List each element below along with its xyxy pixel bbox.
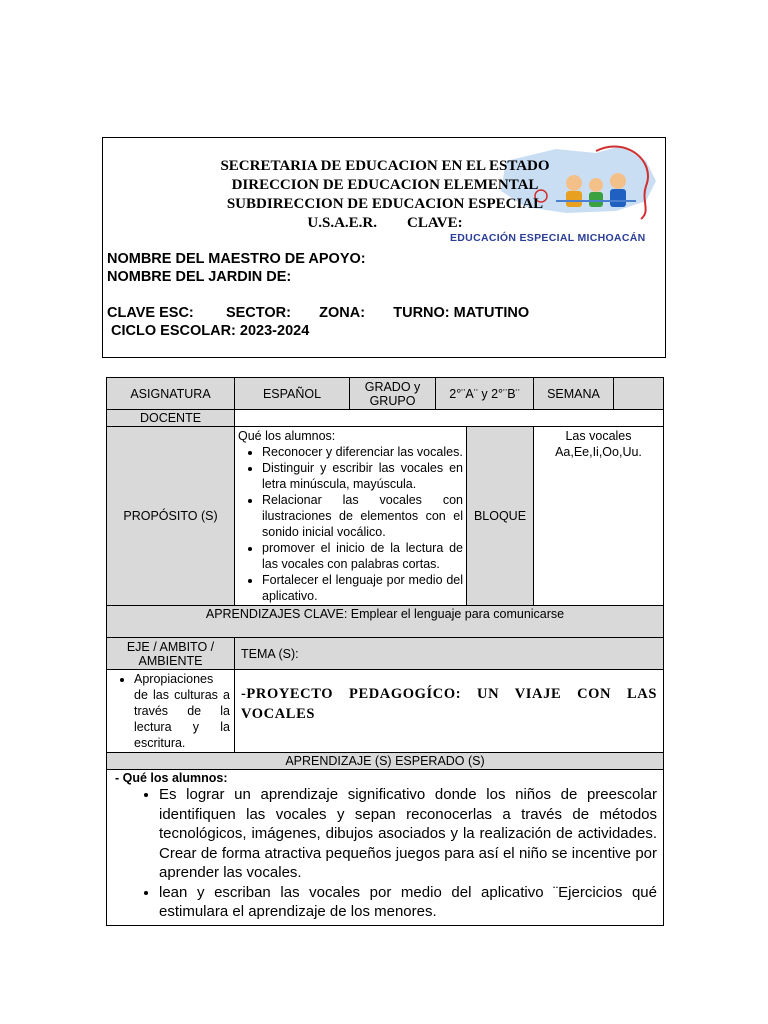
tema-label: TEMA (S): xyxy=(235,638,664,670)
esperado-label: APRENDIZAJE (S) ESPERADO (S) xyxy=(107,753,664,770)
header-title-4: U.S.A.E.R. CLAVE: xyxy=(307,215,463,231)
clave-line: CLAVE ESC: SECTOR: ZONA: TURNO: MATUTINO xyxy=(107,305,530,321)
eje-content xyxy=(107,670,235,753)
list-item: • Distinguir y escribir las vocales en letra minúscula, mayúscula. xyxy=(262,460,463,492)
planning-table xyxy=(106,377,664,926)
esperado-content xyxy=(107,770,664,926)
esperado-list xyxy=(115,785,657,922)
semana-value xyxy=(614,378,664,410)
list-item: • Reconocer y diferenciar las vocales. xyxy=(262,444,463,460)
list-item: • Apropiaciones de las culturas a través de la lectura y la escritura. xyxy=(134,671,230,751)
docente-label: DOCENTE xyxy=(107,410,235,427)
eje-label: EJE / AMBITO / AMBIENTE xyxy=(107,638,235,670)
proposito-content xyxy=(235,427,467,606)
proposito-label: PROPÓSITO (S) xyxy=(107,427,235,606)
header-title-1: SECRETARIA DE EDUCACION EN EL ESTADO xyxy=(220,158,550,174)
bloque-label: BLOQUE xyxy=(467,427,534,606)
asignatura-value: ESPAÑOL xyxy=(235,378,350,410)
docente-value xyxy=(235,410,664,427)
jardin-label: NOMBRE DEL JARDIN DE: xyxy=(107,269,292,285)
list-item: • Fortalecer el lenguaje por medio del aplicativo. xyxy=(262,572,463,604)
eje-list xyxy=(110,671,230,751)
asignatura-label: ASIGNATURA xyxy=(107,378,235,410)
grado-value: 2°¨A¨ y 2°¨B¨ xyxy=(436,378,534,410)
list-item: • Es lograr un aprendizaje significativo donde los niños de preescolar identifiquen las vocales y sepan reconocerlas a través de métodos tecnológicos, imágenes, dibujos asociados y la realización de actividades. Crear de forma atractiva pequeños juegos para así el niño se incentive por aprender las vocales. xyxy=(159,785,657,883)
aprendizajes-clave: APRENDIZAJES CLAVE: Emplear el lenguaje para comunicarse xyxy=(107,606,664,638)
maestro-label: NOMBRE DEL MAESTRO DE APOYO: xyxy=(107,251,366,267)
semana-label: SEMANA xyxy=(534,378,614,410)
list-item: • Relacionar las vocales con ilustraciones de elementos con el sonido inicial vocálico. xyxy=(262,492,463,540)
header-title-2: DIRECCION DE EDUCACION ELEMENTAL xyxy=(231,177,539,193)
bloque-value: Las vocales Aa,Ee,Ii,Oo,Uu. xyxy=(534,427,664,606)
grado-label: GRADO y GRUPO xyxy=(350,378,436,410)
esperado-intro: - Qué los alumnos: xyxy=(115,771,228,785)
list-item: • lean y escriban las vocales por medio del aplicativo ¨Ejercicios qué estimulara el aprendizaje de los menores. xyxy=(159,883,657,922)
proposito-list xyxy=(238,444,463,604)
tema-value xyxy=(235,670,664,753)
list-item: • promover el inicio de la lectura de las vocales con palabras cortas. xyxy=(262,540,463,572)
logo-caption: EDUCACIÓN ESPECIAL MICHOACÁN xyxy=(450,232,646,244)
ciclo-escolar: CICLO ESCOLAR: 2023-2024 xyxy=(107,323,310,339)
proposito-intro: Qué los alumnos: xyxy=(238,429,336,443)
proyecto-title: -PROYECTO PEDAGOGÍCO: UN VIAJE CON LAS VOCALES xyxy=(241,686,657,722)
header-title-3: SUBDIRECCION DE EDUCACION ESPECIAL xyxy=(226,196,544,212)
